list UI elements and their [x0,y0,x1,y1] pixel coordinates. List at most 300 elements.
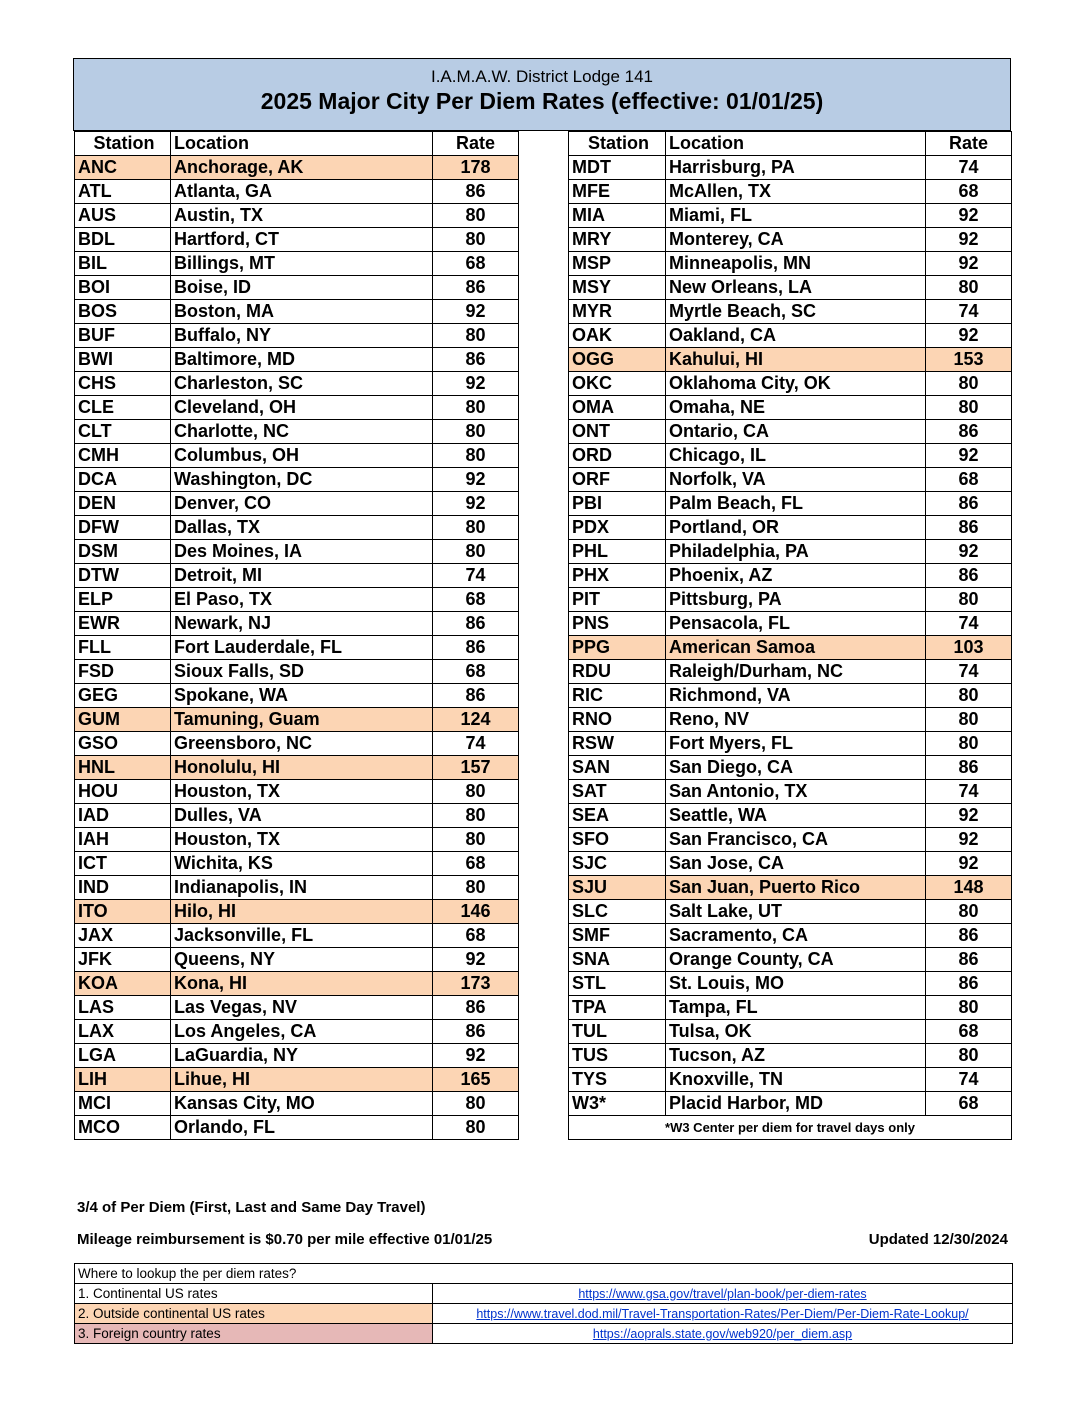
station-cell: EWR [75,612,171,636]
station-cell: IAH [75,828,171,852]
location-cell: Kansas City, MO [171,1092,433,1116]
rate-cell: 80 [433,228,519,252]
lookup-label: 1. Continental US rates [75,1284,433,1304]
rates-table-left [74,131,519,1140]
table-row [569,372,1012,396]
location-cell: Queens, NY [171,948,433,972]
station-cell: LAX [75,1020,171,1044]
column-header-rate: Rate [433,132,519,156]
rate-cell: 80 [433,444,519,468]
station-cell: SMF [569,924,666,948]
rate-cell: 92 [926,204,1012,228]
table-row [75,540,519,564]
location-cell: Monterey, CA [666,228,926,252]
location-cell: Miami, FL [666,204,926,228]
rate-cell: 80 [926,732,1012,756]
rate-cell: 92 [433,1044,519,1068]
table-header-row [75,132,519,156]
rate-cell: 92 [926,228,1012,252]
table-row [569,468,1012,492]
table-row [569,876,1012,900]
table-row [569,996,1012,1020]
station-cell: ATL [75,180,171,204]
table-row [75,708,519,732]
lookup-row [75,1324,1013,1344]
rate-cell: 68 [433,588,519,612]
table-row [75,204,519,228]
location-cell: Placid Harbor, MD [666,1092,926,1116]
rate-cell: 80 [433,420,519,444]
rate-cell: 92 [433,300,519,324]
w3-footnote: *W3 Center per diem for travel days only [569,1116,1012,1140]
table-row [75,228,519,252]
table-row [569,1068,1012,1092]
table-row [75,1044,519,1068]
table-row [75,396,519,420]
table-row [569,348,1012,372]
station-cell: TUL [569,1020,666,1044]
rate-cell: 68 [926,1020,1012,1044]
location-cell: Oklahoma City, OK [666,372,926,396]
station-cell: FSD [75,660,171,684]
lookup-row [75,1284,1013,1304]
rate-cell: 86 [433,612,519,636]
mileage-note: Mileage reimbursement is $0.70 per mile effective 01/01/25 [77,1231,493,1248]
rate-cell: 86 [926,516,1012,540]
table-row [75,612,519,636]
rate-cell: 86 [926,756,1012,780]
table-row [75,972,519,996]
updated-date: Updated 12/30/2024 [868,1231,1008,1248]
column-header-location: Location [171,132,433,156]
location-cell: New Orleans, LA [666,276,926,300]
rate-cell: 80 [433,780,519,804]
rate-cell: 80 [926,708,1012,732]
rate-cell: 86 [433,276,519,300]
station-cell: ELP [75,588,171,612]
table-row [569,1020,1012,1044]
location-cell: Sacramento, CA [666,924,926,948]
location-cell: Harrisburg, PA [666,156,926,180]
table-row [569,588,1012,612]
lookup-heading: Where to lookup the per diem rates? [75,1264,1013,1284]
location-cell: Baltimore, MD [171,348,433,372]
location-cell: Omaha, NE [666,396,926,420]
station-cell: LIH [75,1068,171,1092]
location-cell: Knoxville, TN [666,1068,926,1092]
table-row [569,156,1012,180]
table-row [75,588,519,612]
table-row [75,276,519,300]
table-row [569,852,1012,876]
table-row [569,924,1012,948]
location-cell: Houston, TX [171,780,433,804]
station-cell: BIL [75,252,171,276]
station-cell: ONT [569,420,666,444]
rate-cell: 86 [433,1020,519,1044]
station-cell: CHS [75,372,171,396]
location-cell: Charleston, SC [171,372,433,396]
station-cell: W3* [569,1092,666,1116]
station-cell: OKC [569,372,666,396]
table-row [569,228,1012,252]
table-row [569,324,1012,348]
station-cell: TPA [569,996,666,1020]
rate-cell: 86 [926,492,1012,516]
station-cell: MDT [569,156,666,180]
station-cell: DTW [75,564,171,588]
rate-cell: 68 [926,468,1012,492]
station-cell: RSW [569,732,666,756]
rate-cell: 92 [926,444,1012,468]
table-row [569,540,1012,564]
station-cell: OAK [569,324,666,348]
rate-cell: 86 [926,564,1012,588]
location-cell: Palm Beach, FL [666,492,926,516]
location-cell: Des Moines, IA [171,540,433,564]
station-cell: FLL [75,636,171,660]
rate-cell: 80 [926,1044,1012,1068]
rate-cell: 92 [926,828,1012,852]
table-row [75,324,519,348]
table-row [569,180,1012,204]
rate-cell: 103 [926,636,1012,660]
location-cell: Houston, TX [171,828,433,852]
location-cell: Ontario, CA [666,420,926,444]
location-cell: Richmond, VA [666,684,926,708]
station-cell: RIC [569,684,666,708]
table-row [569,1044,1012,1068]
rate-cell: 92 [926,324,1012,348]
rate-cell: 68 [926,1092,1012,1116]
rate-cell: 124 [433,708,519,732]
rate-cell: 80 [433,540,519,564]
location-cell: San Diego, CA [666,756,926,780]
station-cell: SFO [569,828,666,852]
station-cell: BOI [75,276,171,300]
location-cell: Orlando, FL [171,1116,433,1140]
location-cell: Pittsburg, PA [666,588,926,612]
rate-cell: 74 [926,300,1012,324]
table-row [569,948,1012,972]
rate-cell: 74 [926,612,1012,636]
table-row [75,420,519,444]
station-cell: PDX [569,516,666,540]
location-cell: Salt Lake, UT [666,900,926,924]
location-cell: Boston, MA [171,300,433,324]
table-row [569,780,1012,804]
location-cell: Fort Myers, FL [666,732,926,756]
location-cell: McAllen, TX [666,180,926,204]
location-cell: Chicago, IL [666,444,926,468]
location-cell: Cleveland, OH [171,396,433,420]
rate-cell: 80 [433,1092,519,1116]
location-cell: Honolulu, HI [171,756,433,780]
rate-cell: 80 [926,996,1012,1020]
station-cell: TUS [569,1044,666,1068]
station-cell: CLT [75,420,171,444]
location-cell: San Juan, Puerto Rico [666,876,926,900]
rate-cell: 86 [433,996,519,1020]
station-cell: BDL [75,228,171,252]
station-cell: LGA [75,1044,171,1068]
location-cell: Atlanta, GA [171,180,433,204]
table-header-row [569,132,1012,156]
location-cell: Washington, DC [171,468,433,492]
station-cell: PPG [569,636,666,660]
travel-note: 3/4 of Per Diem (First, Last and Same Day Travel) [77,1199,426,1216]
station-cell: KOA [75,972,171,996]
table-row [569,444,1012,468]
station-cell: MCO [75,1116,171,1140]
rate-cell: 80 [433,204,519,228]
rate-cell: 80 [926,276,1012,300]
table-row [569,420,1012,444]
table-row [569,204,1012,228]
table-row [75,1020,519,1044]
station-cell: MSY [569,276,666,300]
table-row [75,300,519,324]
table-row [569,612,1012,636]
rate-cell: 92 [433,468,519,492]
station-cell: SAN [569,756,666,780]
rate-cell: 80 [926,372,1012,396]
station-cell: DCA [75,468,171,492]
location-cell: Tamuning, Guam [171,708,433,732]
rate-cell: 80 [433,828,519,852]
location-cell: LaGuardia, NY [171,1044,433,1068]
table-row [569,804,1012,828]
table-row [75,564,519,588]
table-row [75,756,519,780]
station-cell: ICT [75,852,171,876]
location-cell: Detroit, MI [171,564,433,588]
location-cell: Pensacola, FL [666,612,926,636]
column-header-location: Location [666,132,926,156]
rate-cell: 153 [926,348,1012,372]
location-cell: Minneapolis, MN [666,252,926,276]
location-cell: Philadelphia, PA [666,540,926,564]
table-row [75,900,519,924]
station-cell: BWI [75,348,171,372]
location-cell: Fort Lauderdale, FL [171,636,433,660]
location-cell: Austin, TX [171,204,433,228]
rate-cell: 86 [926,972,1012,996]
rate-cell: 80 [926,900,1012,924]
rate-cell: 80 [926,396,1012,420]
location-cell: Orange County, CA [666,948,926,972]
location-cell: Myrtle Beach, SC [666,300,926,324]
rate-cell: 80 [433,324,519,348]
table-row [75,660,519,684]
station-cell: MRY [569,228,666,252]
table-row [569,636,1012,660]
station-cell: SNA [569,948,666,972]
rate-cell: 148 [926,876,1012,900]
lookup-label: 2. Outside continental US rates [75,1304,433,1324]
page-title: 2025 Major City Per Diem Rates (effective: 01/01/25) [260,88,824,114]
station-cell: BOS [75,300,171,324]
location-cell: Spokane, WA [171,684,433,708]
location-cell: Indianapolis, IN [171,876,433,900]
location-cell: San Antonio, TX [666,780,926,804]
location-cell: Buffalo, NY [171,324,433,348]
table-row [75,828,519,852]
location-cell: Kahului, HI [666,348,926,372]
location-cell: Anchorage, AK [171,156,433,180]
location-cell: Norfolk, VA [666,468,926,492]
station-cell: JFK [75,948,171,972]
table-row [569,972,1012,996]
rate-cell: 74 [926,660,1012,684]
rate-cell: 92 [433,372,519,396]
location-cell: Reno, NV [666,708,926,732]
station-cell: RDU [569,660,666,684]
table-row [75,804,519,828]
location-cell: Hartford, CT [171,228,433,252]
table-row [75,684,519,708]
rate-cell: 74 [433,732,519,756]
rate-cell: 80 [433,876,519,900]
rate-cell: 80 [433,396,519,420]
column-header-station: Station [569,132,666,156]
location-cell: Tucson, AZ [666,1044,926,1068]
table-row [569,492,1012,516]
table-row [75,468,519,492]
location-cell: Dulles, VA [171,804,433,828]
table-row [75,876,519,900]
table-row [75,636,519,660]
table-row [75,252,519,276]
station-cell: DFW [75,516,171,540]
station-cell: IAD [75,804,171,828]
station-cell: TYS [569,1068,666,1092]
rate-cell: 92 [926,540,1012,564]
table-row [75,1116,519,1140]
table-row [569,708,1012,732]
station-cell: ORD [569,444,666,468]
rate-cell: 80 [926,684,1012,708]
station-cell: SEA [569,804,666,828]
rate-cell: 68 [433,924,519,948]
table-row [569,900,1012,924]
table-row [569,300,1012,324]
station-cell: GUM [75,708,171,732]
station-cell: DSM [75,540,171,564]
location-cell: Boise, ID [171,276,433,300]
rate-cell: 68 [926,180,1012,204]
table-row [569,276,1012,300]
rate-cell: 80 [433,1116,519,1140]
station-cell: OMA [569,396,666,420]
rate-cell: 86 [926,420,1012,444]
table-row [75,372,519,396]
station-cell: JAX [75,924,171,948]
table-row [569,684,1012,708]
location-cell: San Francisco, CA [666,828,926,852]
rate-cell: 165 [433,1068,519,1092]
lookup-link[interactable]: https://www.travel.dod.mil/Travel-Transportation-Rates/Per-Diem/Per-Diem-Rate-Lookup/ [433,1304,1013,1324]
location-cell: Columbus, OH [171,444,433,468]
location-cell: Sioux Falls, SD [171,660,433,684]
note-row [569,1116,1012,1140]
rate-cell: 80 [926,588,1012,612]
location-cell: Las Vegas, NV [171,996,433,1020]
table-row [75,492,519,516]
station-cell: SLC [569,900,666,924]
station-cell: PHX [569,564,666,588]
table-row [569,660,1012,684]
rate-cell: 146 [433,900,519,924]
table-row [75,1092,519,1116]
table-row [569,252,1012,276]
rate-cell: 80 [433,804,519,828]
table-row [75,1068,519,1092]
station-cell: PNS [569,612,666,636]
table-row [569,756,1012,780]
lookup-link[interactable]: https://aoprals.state.gov/web920/per_diem.asp [433,1324,1013,1344]
station-cell: GSO [75,732,171,756]
rate-cell: 92 [433,492,519,516]
table-row [75,516,519,540]
rate-cell: 68 [433,660,519,684]
location-cell: Newark, NJ [171,612,433,636]
station-cell: PBI [569,492,666,516]
lookup-link[interactable]: https://www.gsa.gov/travel/plan-book/per-diem-rates [433,1284,1013,1304]
station-cell: MFE [569,180,666,204]
location-cell: Lihue, HI [171,1068,433,1092]
station-cell: PIT [569,588,666,612]
table-row [75,444,519,468]
station-cell: PHL [569,540,666,564]
table-row [75,156,519,180]
station-cell: STL [569,972,666,996]
location-cell: San Jose, CA [666,852,926,876]
location-cell: Tulsa, OK [666,1020,926,1044]
rate-cell: 157 [433,756,519,780]
station-cell: OGG [569,348,666,372]
station-cell: IND [75,876,171,900]
location-cell: Seattle, WA [666,804,926,828]
location-cell: Oakland, CA [666,324,926,348]
table-row [75,852,519,876]
station-cell: HNL [75,756,171,780]
location-cell: Tampa, FL [666,996,926,1020]
table-row [569,1092,1012,1116]
rate-cell: 74 [926,1068,1012,1092]
location-cell: Hilo, HI [171,900,433,924]
table-row [75,996,519,1020]
rate-cell: 92 [926,804,1012,828]
rates-table-right [568,131,1012,1140]
location-cell: Kona, HI [171,972,433,996]
table-row [75,948,519,972]
location-cell: Charlotte, NC [171,420,433,444]
table-row [569,396,1012,420]
location-cell: American Samoa [666,636,926,660]
station-cell: HOU [75,780,171,804]
rate-cell: 74 [926,780,1012,804]
rate-cell: 86 [433,348,519,372]
rate-cell: 92 [926,852,1012,876]
station-cell: ORF [569,468,666,492]
rate-cell: 74 [926,156,1012,180]
station-cell: MYR [569,300,666,324]
table-row [75,348,519,372]
rate-cell: 92 [433,948,519,972]
table-row [569,516,1012,540]
station-cell: GEG [75,684,171,708]
